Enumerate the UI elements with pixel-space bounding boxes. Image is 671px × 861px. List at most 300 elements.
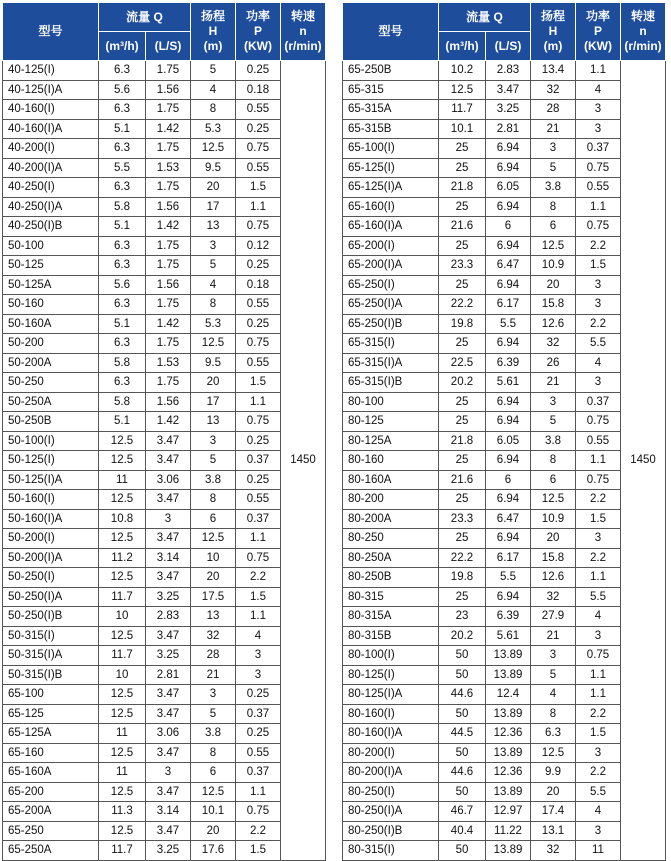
model-cell: 50-250 xyxy=(3,373,99,393)
power-cell: 1.1 xyxy=(236,782,281,802)
flow-m3h-cell: 5.1 xyxy=(99,217,146,237)
flow-ls-cell: 1.75 xyxy=(146,334,191,354)
model-cell: 50-100 xyxy=(3,236,99,256)
flow-ls-cell: 5.61 xyxy=(486,626,531,646)
power-cell: 2.2 xyxy=(576,490,621,510)
flow-m3h-cell: 10.8 xyxy=(99,509,146,529)
head-cell: 3 xyxy=(531,646,576,666)
power-cell: 0.75 xyxy=(236,217,281,237)
flow-ls-cell: 6.94 xyxy=(486,197,531,217)
table-row xyxy=(3,295,326,315)
flow-m3h-cell: 21.8 xyxy=(439,431,486,451)
model-cell: 65-125A xyxy=(3,724,99,744)
model-cell: 50-200(I) xyxy=(3,529,99,549)
power-cell: 0.12 xyxy=(236,236,281,256)
head-cell: 8 xyxy=(191,100,236,120)
flow-ls-cell: 6.05 xyxy=(486,431,531,451)
header-head-symbol: H xyxy=(208,24,218,38)
model-cell: 65-200(I)A xyxy=(343,256,439,276)
power-cell: 0.37 xyxy=(236,704,281,724)
model-cell: 80-125(I) xyxy=(343,665,439,685)
flow-m3h-cell: 11 xyxy=(99,724,146,744)
power-cell: 0.55 xyxy=(236,158,281,178)
model-cell: 65-160A xyxy=(3,763,99,783)
flow-ls-cell: 2.81 xyxy=(146,665,191,685)
head-cell: 3 xyxy=(191,431,236,451)
table-row xyxy=(3,100,326,120)
head-cell: 5 xyxy=(191,451,236,471)
power-cell: 0.55 xyxy=(236,490,281,510)
table-row xyxy=(343,685,666,705)
head-cell: 12.6 xyxy=(531,568,576,588)
flow-ls-cell: 6 xyxy=(486,217,531,237)
header-speed xyxy=(621,3,666,61)
flow-m3h-cell: 25 xyxy=(439,587,486,607)
flow-m3h-cell: 6.3 xyxy=(99,100,146,120)
power-cell: 1.1 xyxy=(236,197,281,217)
head-cell: 17 xyxy=(191,392,236,412)
model-cell: 65-315(I)B xyxy=(343,373,439,393)
flow-ls-cell: 6.39 xyxy=(486,607,531,627)
power-cell: 1.5 xyxy=(576,509,621,529)
power-cell: 1.1 xyxy=(236,607,281,627)
power-cell: 0.55 xyxy=(236,295,281,315)
table-row xyxy=(3,80,326,100)
table-row xyxy=(343,665,666,685)
head-cell: 6 xyxy=(531,470,576,490)
table-row xyxy=(343,451,666,471)
table-row xyxy=(3,236,326,256)
power-cell: 0.18 xyxy=(236,275,281,295)
flow-m3h-cell: 6.3 xyxy=(99,236,146,256)
flow-ls-cell: 3 xyxy=(146,509,191,529)
flow-ls-cell: 1.75 xyxy=(146,256,191,276)
model-cell: 50-125 xyxy=(3,256,99,276)
flow-ls-cell: 1.53 xyxy=(146,353,191,373)
table-row xyxy=(3,353,326,373)
flow-ls-cell: 3.47 xyxy=(146,568,191,588)
header-speed-name: 转速 xyxy=(290,9,315,23)
flow-ls-cell: 5.5 xyxy=(486,314,531,334)
power-cell: 0.25 xyxy=(236,256,281,276)
flow-m3h-cell: 6.3 xyxy=(99,178,146,198)
flow-m3h-cell: 5.8 xyxy=(99,197,146,217)
flow-m3h-cell: 6.3 xyxy=(99,295,146,315)
pump-spec-table-right xyxy=(342,2,666,861)
table-row xyxy=(343,490,666,510)
head-cell: 5.3 xyxy=(191,314,236,334)
model-cell: 65-315 xyxy=(343,80,439,100)
flow-m3h-cell: 22.2 xyxy=(439,548,486,568)
head-cell: 28 xyxy=(191,646,236,666)
header-speed xyxy=(281,3,326,61)
table-row xyxy=(3,275,326,295)
head-cell: 12.5 xyxy=(191,529,236,549)
head-cell: 3 xyxy=(531,139,576,159)
power-cell: 0.75 xyxy=(236,139,281,159)
model-cell: 65-125(I) xyxy=(343,158,439,178)
flow-ls-cell: 3.47 xyxy=(146,685,191,705)
power-cell: 3 xyxy=(576,119,621,139)
flow-ls-cell: 2.83 xyxy=(146,607,191,627)
header-power-name: 功率 xyxy=(245,9,270,23)
flow-m3h-cell: 23.3 xyxy=(439,256,486,276)
head-cell: 9.5 xyxy=(191,158,236,178)
model-cell: 40-200(I)A xyxy=(3,158,99,178)
table-row xyxy=(343,412,666,432)
model-cell: 50-250(I)A xyxy=(3,587,99,607)
power-cell: 3 xyxy=(236,646,281,666)
table-row xyxy=(3,607,326,627)
flow-m3h-cell: 23.3 xyxy=(439,509,486,529)
model-cell: 50-250(I) xyxy=(3,568,99,588)
flow-m3h-cell: 40.4 xyxy=(439,821,486,841)
power-cell: 2.2 xyxy=(236,821,281,841)
model-cell: 65-315B xyxy=(343,119,439,139)
table-row xyxy=(343,568,666,588)
flow-m3h-cell: 44.6 xyxy=(439,685,486,705)
header-flow-m3h: (m³/h) xyxy=(99,32,146,61)
model-cell: 80-125A xyxy=(343,431,439,451)
model-cell: 50-315(I) xyxy=(3,626,99,646)
table-row xyxy=(3,568,326,588)
model-cell: 65-250A xyxy=(3,841,99,861)
flow-m3h-cell: 50 xyxy=(439,782,486,802)
head-cell: 3.8 xyxy=(191,724,236,744)
head-cell: 3 xyxy=(531,392,576,412)
head-cell: 20 xyxy=(191,373,236,393)
table-row xyxy=(343,724,666,744)
flow-m3h-cell: 10.2 xyxy=(439,61,486,81)
table-row xyxy=(3,665,326,685)
flow-ls-cell: 6.17 xyxy=(486,548,531,568)
table-row xyxy=(343,314,666,334)
flow-m3h-cell: 21.6 xyxy=(439,470,486,490)
table-row xyxy=(343,373,666,393)
table-row xyxy=(3,646,326,666)
table-row xyxy=(343,548,666,568)
table-row xyxy=(343,392,666,412)
table-row xyxy=(3,685,326,705)
head-cell: 17.5 xyxy=(191,587,236,607)
table-row xyxy=(3,61,326,81)
flow-m3h-cell: 50 xyxy=(439,841,486,861)
flow-ls-cell: 1.53 xyxy=(146,158,191,178)
flow-ls-cell: 3 xyxy=(146,763,191,783)
model-cell: 40-160(I) xyxy=(3,100,99,120)
flow-ls-cell: 12.36 xyxy=(486,763,531,783)
table-row xyxy=(343,782,666,802)
model-cell: 65-200A xyxy=(3,802,99,822)
model-cell: 80-250B xyxy=(343,568,439,588)
power-cell: 3 xyxy=(576,821,621,841)
head-cell: 20 xyxy=(191,821,236,841)
flow-m3h-cell: 11.7 xyxy=(99,587,146,607)
header-flow: 流量 Q xyxy=(439,3,531,32)
flow-ls-cell: 6.05 xyxy=(486,178,531,198)
power-cell: 0.37 xyxy=(576,139,621,159)
flow-m3h-cell: 12.5 xyxy=(99,451,146,471)
flow-m3h-cell: 10.1 xyxy=(439,119,486,139)
head-cell: 10.1 xyxy=(191,802,236,822)
power-cell: 0.25 xyxy=(236,685,281,705)
header-power-name: 功率 xyxy=(585,9,610,23)
flow-ls-cell: 2.83 xyxy=(486,61,531,81)
table-row xyxy=(3,217,326,237)
table-row xyxy=(343,158,666,178)
flow-m3h-cell: 12.5 xyxy=(99,821,146,841)
flow-ls-cell: 3.25 xyxy=(486,100,531,120)
power-cell: 3 xyxy=(576,295,621,315)
flow-ls-cell: 3.25 xyxy=(146,587,191,607)
model-cell: 80-125 xyxy=(343,412,439,432)
head-cell: 13 xyxy=(191,607,236,627)
model-cell: 50-250A xyxy=(3,392,99,412)
table-row xyxy=(343,841,666,861)
head-cell: 27.9 xyxy=(531,607,576,627)
flow-m3h-cell: 25 xyxy=(439,412,486,432)
head-cell: 8 xyxy=(191,490,236,510)
power-cell: 5.5 xyxy=(576,587,621,607)
flow-m3h-cell: 12.5 xyxy=(99,685,146,705)
flow-ls-cell: 3.47 xyxy=(146,782,191,802)
head-cell: 21 xyxy=(531,626,576,646)
flow-m3h-cell: 11.7 xyxy=(439,100,486,120)
head-cell: 8 xyxy=(531,451,576,471)
flow-m3h-cell: 12.5 xyxy=(99,782,146,802)
header-head-unit: (m) xyxy=(203,39,223,53)
flow-ls-cell: 13.89 xyxy=(486,704,531,724)
table-row xyxy=(343,529,666,549)
head-cell: 17.4 xyxy=(531,802,576,822)
table-row xyxy=(3,490,326,510)
flow-ls-cell: 3.14 xyxy=(146,802,191,822)
power-cell: 0.75 xyxy=(236,412,281,432)
table-row xyxy=(3,782,326,802)
head-cell: 12.5 xyxy=(191,334,236,354)
head-cell: 12.5 xyxy=(191,139,236,159)
head-cell: 5 xyxy=(531,412,576,432)
flow-ls-cell: 13.89 xyxy=(486,743,531,763)
head-cell: 3 xyxy=(191,685,236,705)
flow-ls-cell: 6.94 xyxy=(486,587,531,607)
power-cell: 0.75 xyxy=(576,646,621,666)
flow-m3h-cell: 25 xyxy=(439,236,486,256)
head-cell: 3.8 xyxy=(531,431,576,451)
head-cell: 8 xyxy=(531,197,576,217)
model-cell: 80-315A xyxy=(343,607,439,627)
head-cell: 6 xyxy=(191,509,236,529)
flow-ls-cell: 11.22 xyxy=(486,821,531,841)
head-cell: 12.5 xyxy=(191,782,236,802)
head-cell: 4 xyxy=(191,275,236,295)
head-cell: 9.5 xyxy=(191,353,236,373)
speed-value-cell: 1450 xyxy=(621,61,666,861)
model-cell: 50-200A xyxy=(3,353,99,373)
flow-ls-cell: 3.47 xyxy=(146,704,191,724)
header-head xyxy=(191,3,236,61)
model-cell: 65-315(I)A xyxy=(343,353,439,373)
power-cell: 3 xyxy=(576,373,621,393)
flow-m3h-cell: 11.3 xyxy=(99,802,146,822)
flow-m3h-cell: 25 xyxy=(439,139,486,159)
flow-m3h-cell: 12.5 xyxy=(99,490,146,510)
model-cell: 40-200(I) xyxy=(3,139,99,159)
table-row xyxy=(3,841,326,861)
table-row xyxy=(343,295,666,315)
power-cell: 1.1 xyxy=(236,392,281,412)
head-cell: 32 xyxy=(531,80,576,100)
flow-ls-cell: 12.36 xyxy=(486,724,531,744)
power-cell: 0.75 xyxy=(236,334,281,354)
flow-m3h-cell: 50 xyxy=(439,646,486,666)
flow-m3h-cell: 5.6 xyxy=(99,275,146,295)
model-cell: 65-200 xyxy=(3,782,99,802)
table-row xyxy=(343,256,666,276)
flow-m3h-cell: 12.5 xyxy=(99,704,146,724)
power-cell: 4 xyxy=(576,353,621,373)
power-cell: 2.2 xyxy=(576,548,621,568)
head-cell: 3.8 xyxy=(531,178,576,198)
flow-m3h-cell: 12.5 xyxy=(99,529,146,549)
head-cell: 20 xyxy=(191,178,236,198)
flow-ls-cell: 6.94 xyxy=(486,529,531,549)
table-row xyxy=(343,763,666,783)
power-cell: 2.2 xyxy=(576,236,621,256)
model-cell: 80-100(I) xyxy=(343,646,439,666)
head-cell: 32 xyxy=(191,626,236,646)
head-cell: 5 xyxy=(191,61,236,81)
power-cell: 1.1 xyxy=(576,197,621,217)
flow-ls-cell: 1.75 xyxy=(146,61,191,81)
head-cell: 10 xyxy=(191,548,236,568)
flow-m3h-cell: 46.7 xyxy=(439,802,486,822)
header-flow: 流量 Q xyxy=(99,3,191,32)
power-cell: 1.5 xyxy=(576,724,621,744)
flow-ls-cell: 1.56 xyxy=(146,392,191,412)
table-row xyxy=(3,178,326,198)
head-cell: 26 xyxy=(531,353,576,373)
model-cell: 65-125 xyxy=(3,704,99,724)
model-cell: 80-250(I)B xyxy=(343,821,439,841)
head-cell: 12.5 xyxy=(531,490,576,510)
head-cell: 15.8 xyxy=(531,548,576,568)
table-row xyxy=(343,61,666,81)
head-cell: 32 xyxy=(531,334,576,354)
model-cell: 80-315(I) xyxy=(343,841,439,861)
flow-ls-cell: 1.56 xyxy=(146,80,191,100)
model-cell: 40-250(I)B xyxy=(3,217,99,237)
model-cell: 50-100(I) xyxy=(3,431,99,451)
table-row xyxy=(343,802,666,822)
flow-m3h-cell: 23 xyxy=(439,607,486,627)
head-cell: 13.4 xyxy=(531,61,576,81)
table-row xyxy=(3,314,326,334)
flow-ls-cell: 1.42 xyxy=(146,119,191,139)
table-row xyxy=(343,607,666,627)
table-row xyxy=(343,178,666,198)
flow-ls-cell: 2.81 xyxy=(486,119,531,139)
head-cell: 28 xyxy=(531,100,576,120)
flow-ls-cell: 6.47 xyxy=(486,256,531,276)
model-cell: 50-315(I)A xyxy=(3,646,99,666)
model-cell: 80-250(I)A xyxy=(343,802,439,822)
power-cell: 0.25 xyxy=(236,61,281,81)
head-cell: 5 xyxy=(191,256,236,276)
model-cell: 80-160A xyxy=(343,470,439,490)
table-row xyxy=(343,236,666,256)
table-row xyxy=(3,743,326,763)
power-cell: 3 xyxy=(576,529,621,549)
head-cell: 6 xyxy=(191,763,236,783)
model-cell: 80-160 xyxy=(343,451,439,471)
power-cell: 0.55 xyxy=(236,743,281,763)
power-cell: 1.5 xyxy=(236,373,281,393)
flow-ls-cell: 13.89 xyxy=(486,665,531,685)
table-row xyxy=(3,821,326,841)
flow-ls-cell: 1.75 xyxy=(146,295,191,315)
head-cell: 3 xyxy=(191,236,236,256)
header-flow-ls: (L/S) xyxy=(486,32,531,61)
power-cell: 0.37 xyxy=(236,509,281,529)
flow-m3h-cell: 5.1 xyxy=(99,314,146,334)
table-row xyxy=(3,373,326,393)
flow-ls-cell: 1.56 xyxy=(146,275,191,295)
power-cell: 0.25 xyxy=(236,119,281,139)
table-row xyxy=(3,802,326,822)
flow-m3h-cell: 6.3 xyxy=(99,139,146,159)
head-cell: 9.9 xyxy=(531,763,576,783)
power-cell: 1.5 xyxy=(576,256,621,276)
header-speed-symbol: n xyxy=(299,24,307,38)
power-cell: 4 xyxy=(576,80,621,100)
flow-ls-cell: 3.25 xyxy=(146,646,191,666)
head-cell: 20 xyxy=(531,782,576,802)
flow-ls-cell: 6.94 xyxy=(486,490,531,510)
power-cell: 0.37 xyxy=(236,763,281,783)
power-cell: 4 xyxy=(576,607,621,627)
flow-m3h-cell: 11 xyxy=(99,763,146,783)
head-cell: 3.8 xyxy=(191,470,236,490)
flow-m3h-cell: 5.5 xyxy=(99,158,146,178)
pump-spec-table-left xyxy=(2,2,326,861)
flow-ls-cell: 3.47 xyxy=(146,743,191,763)
power-cell: 1.5 xyxy=(236,178,281,198)
power-cell: 0.25 xyxy=(236,431,281,451)
flow-ls-cell: 3.25 xyxy=(146,841,191,861)
table-row xyxy=(343,353,666,373)
table-row xyxy=(3,158,326,178)
flow-ls-cell: 6.39 xyxy=(486,353,531,373)
table-row xyxy=(3,704,326,724)
head-cell: 5.3 xyxy=(191,119,236,139)
model-cell: 40-125(I) xyxy=(3,61,99,81)
power-cell: 5.5 xyxy=(576,782,621,802)
flow-ls-cell: 6.94 xyxy=(486,392,531,412)
model-cell: 80-125(I)A xyxy=(343,685,439,705)
power-cell: 0.37 xyxy=(236,451,281,471)
table-row xyxy=(3,529,326,549)
header-speed-unit: (r/min) xyxy=(284,39,322,53)
power-cell: 1.1 xyxy=(236,529,281,549)
flow-ls-cell: 1.42 xyxy=(146,314,191,334)
flow-m3h-cell: 10 xyxy=(99,607,146,627)
head-cell: 15.8 xyxy=(531,295,576,315)
flow-ls-cell: 3.06 xyxy=(146,470,191,490)
header-speed-symbol: n xyxy=(639,24,647,38)
model-cell: 80-315B xyxy=(343,626,439,646)
flow-m3h-cell: 19.8 xyxy=(439,314,486,334)
